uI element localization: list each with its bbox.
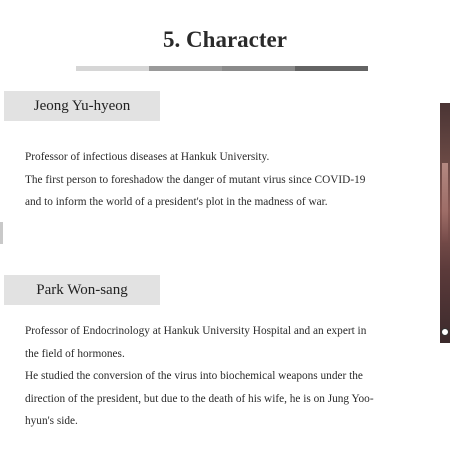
character-photo-edge	[440, 103, 450, 343]
underline-segment	[76, 66, 149, 71]
character-description	[25, 320, 420, 433]
description-line: Professor of Endocrinology at Hankuk University Hospital and an expert in	[25, 325, 367, 337]
description-line: The first person to foreshadow the danger of mutant virus since COVID-19	[25, 173, 366, 186]
title-underline	[76, 66, 368, 71]
character-name-tag: Park Won-sang	[4, 275, 160, 305]
description-line: hyun's side.	[25, 415, 78, 427]
description-line: He studied the conversion of the virus into biochemical weapons under the	[25, 370, 363, 382]
description-line: direction of the president, but due to the death of his wife, he is on Jung Yoo-	[25, 392, 374, 405]
description-line: Professor of infectious diseases at Hankuk University.	[25, 151, 270, 163]
description-line: the field of hormones.	[25, 347, 125, 360]
photo-badge-icon	[441, 328, 449, 336]
character-name-tag: Jeong Yu-hyeon	[4, 91, 160, 121]
underline-segment	[295, 66, 368, 71]
character-description	[25, 146, 420, 214]
underline-segment	[222, 66, 295, 71]
underline-segment	[149, 66, 222, 71]
left-edge-decoration	[0, 222, 3, 244]
section-title: 5. Character	[163, 27, 287, 52]
description-line: and to inform the world of a president's plot in the madness of war.	[25, 196, 328, 208]
